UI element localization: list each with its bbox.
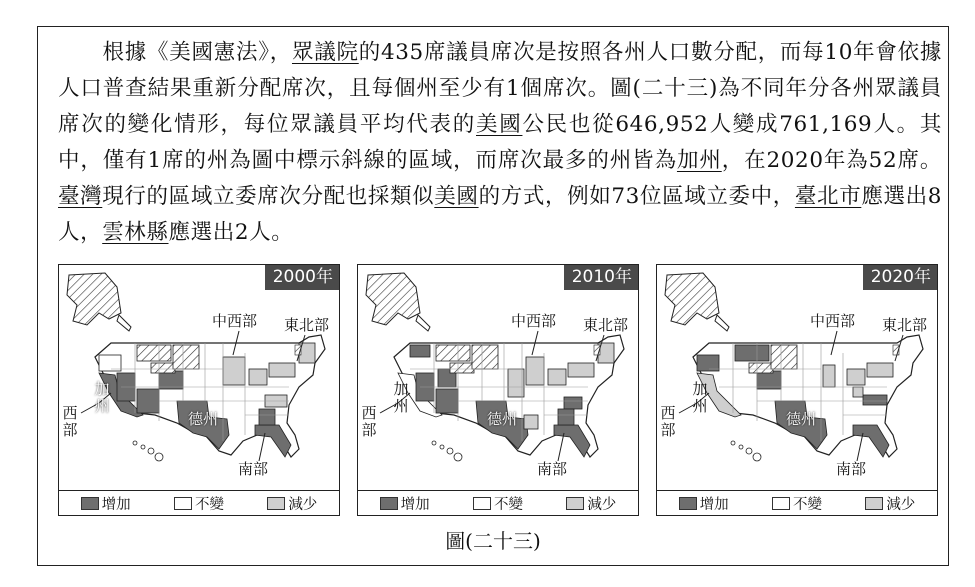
state-label-california: 加州 bbox=[94, 380, 110, 415]
underlined-term: 臺北市 bbox=[794, 184, 862, 209]
legend-swatch-increase bbox=[380, 497, 398, 510]
underlined-term: 加州 bbox=[676, 148, 722, 173]
south-carolina-shape bbox=[564, 397, 582, 409]
louisiana-shape bbox=[524, 415, 538, 429]
washington-shape bbox=[410, 345, 430, 357]
us-map-2000 bbox=[59, 265, 341, 493]
question-paragraph bbox=[58, 35, 942, 251]
wyoming-shape bbox=[450, 363, 474, 373]
year-badge: 2000年 bbox=[265, 265, 339, 290]
oregon-shape bbox=[99, 355, 121, 371]
underlined-term: 美國 bbox=[434, 184, 479, 209]
region-label-south: 南部 bbox=[836, 460, 867, 478]
state-label-texas: 德州 bbox=[188, 410, 219, 428]
us-map-2010 bbox=[358, 265, 640, 493]
question-frame bbox=[37, 26, 949, 566]
us-map-2020 bbox=[657, 265, 939, 493]
legend-label-decrease: 減少 bbox=[886, 496, 916, 513]
great-lakes-states bbox=[223, 357, 245, 385]
region-label-midwest: 中西部 bbox=[511, 312, 557, 330]
hawaii-islands bbox=[432, 441, 462, 461]
legend-swatch-unchanged bbox=[473, 497, 491, 510]
legend-swatch-increase bbox=[81, 497, 99, 510]
region-label-northeast: 東北部 bbox=[882, 316, 928, 334]
alaska-panhandle bbox=[715, 315, 729, 331]
legend-swatch-unchanged bbox=[772, 497, 790, 510]
illinois-shape bbox=[823, 365, 835, 387]
georgia-shape bbox=[259, 409, 275, 425]
underlined-term: 美國 bbox=[476, 112, 523, 137]
map-legend bbox=[657, 490, 937, 515]
pennsylvania-ny-shape bbox=[269, 363, 295, 377]
pennsylvania-ny-shape bbox=[867, 363, 893, 377]
legend-swatch-decrease bbox=[865, 497, 883, 510]
alaska-shape bbox=[67, 273, 121, 325]
legend-swatch-increase bbox=[679, 497, 697, 510]
hawaii-islands bbox=[731, 441, 761, 461]
underlined-term: 雲林縣 bbox=[102, 220, 169, 245]
text-segment: 應選出2人。 bbox=[168, 220, 294, 245]
map-panel-2000 bbox=[58, 264, 340, 516]
legend-label-decrease: 減少 bbox=[288, 496, 318, 513]
legend-label-unchanged: 不變 bbox=[792, 496, 822, 513]
map-figure bbox=[58, 264, 938, 516]
legend-label-decrease: 減少 bbox=[587, 496, 617, 513]
region-label-midwest: 中西部 bbox=[810, 312, 856, 330]
south-leader-line bbox=[558, 433, 564, 461]
dakotas-shape bbox=[472, 345, 498, 369]
montana-shape bbox=[735, 345, 769, 361]
state-label-california: 加州 bbox=[692, 380, 708, 415]
oregon-shape bbox=[697, 355, 719, 371]
text-segment: 公民也從646,952人變成761,169人。其中，僅有1席的州為圖中標示斜線的區域，而席次最多的州皆為 bbox=[58, 112, 943, 173]
region-label-south: 南部 bbox=[537, 460, 568, 478]
map-legend bbox=[358, 490, 638, 515]
state-label-texas: 德州 bbox=[487, 410, 518, 428]
map-panel-2010 bbox=[357, 264, 639, 516]
legend-swatch-unchanged bbox=[174, 497, 192, 510]
text-segment: 的方式，例如73位區域立委中， bbox=[478, 184, 795, 209]
alaska-panhandle bbox=[117, 315, 131, 331]
text-segment: 根據《美國憲法》， bbox=[58, 40, 292, 65]
wyoming-shape bbox=[151, 363, 175, 373]
year-badge: 2010年 bbox=[564, 265, 638, 290]
year-badge: 2020年 bbox=[863, 265, 937, 290]
legend-label-increase: 增加 bbox=[101, 496, 131, 513]
underlined-term: 臺灣 bbox=[58, 184, 103, 209]
arizona-shape bbox=[137, 389, 159, 413]
legend-swatch-decrease bbox=[267, 497, 285, 510]
pennsylvania-ny-shape bbox=[568, 363, 594, 377]
legend-label-increase: 增加 bbox=[400, 496, 430, 513]
region-label-northeast: 東北部 bbox=[583, 316, 629, 334]
region-label-west: 西部 bbox=[361, 404, 377, 439]
north-carolina-shape bbox=[863, 395, 887, 405]
region-label-northeast: 東北部 bbox=[284, 316, 330, 334]
alaska-shape bbox=[665, 273, 719, 325]
ohio-shape bbox=[548, 369, 566, 385]
legend-label-increase: 增加 bbox=[699, 496, 729, 513]
legend-label-unchanged: 不變 bbox=[194, 496, 224, 513]
text-segment: ，在2020年為52席。 bbox=[721, 148, 943, 173]
montana-shape bbox=[137, 345, 171, 361]
great-lakes-states bbox=[526, 357, 544, 385]
south-leader-line bbox=[259, 433, 265, 461]
iowa-missouri-shape bbox=[508, 369, 524, 397]
alaska-shape bbox=[366, 273, 420, 325]
ohio-shape bbox=[847, 369, 865, 385]
dakotas-shape bbox=[173, 345, 199, 369]
map-legend bbox=[59, 490, 339, 515]
region-label-west: 西部 bbox=[660, 404, 676, 439]
text-segment: 現行的區域立委席次分配也採類似 bbox=[102, 184, 435, 209]
colorado-shape bbox=[159, 371, 183, 389]
west-virginia-shape bbox=[853, 387, 863, 397]
hawaii-islands bbox=[133, 441, 163, 461]
ohio-shape bbox=[249, 369, 267, 385]
legend-swatch-decrease bbox=[566, 497, 584, 510]
map-panel-2020 bbox=[656, 264, 938, 516]
arizona-shape bbox=[436, 389, 458, 413]
colorado-shape bbox=[757, 371, 781, 389]
state-label-california: 加州 bbox=[393, 380, 409, 415]
region-label-west: 西部 bbox=[62, 404, 78, 439]
wyoming-shape bbox=[749, 363, 773, 373]
region-label-south: 南部 bbox=[238, 460, 269, 478]
georgia-shape bbox=[558, 409, 574, 425]
text-segment: 的435席議員席次是按照各州人口數分配，而每10年會依據人口普查結果重新分配席次，且每個州至少有1個席次。圖(二十三)為不同年分各州眾議員席次的變化情形，每位眾議員平均代表的 bbox=[58, 40, 942, 137]
state-label-texas: 德州 bbox=[786, 410, 817, 428]
region-label-midwest: 中西部 bbox=[212, 312, 258, 330]
text-segment: 應選出8人， bbox=[58, 184, 943, 245]
figure-caption: 圖(二十三) bbox=[445, 529, 541, 553]
south-leader-line bbox=[857, 433, 863, 461]
underlined-term: 眾議院 bbox=[291, 40, 359, 65]
montana-shape bbox=[436, 345, 470, 361]
legend-label-unchanged: 不變 bbox=[493, 496, 523, 513]
alaska-panhandle bbox=[416, 315, 430, 331]
dakotas-shape bbox=[771, 345, 797, 369]
